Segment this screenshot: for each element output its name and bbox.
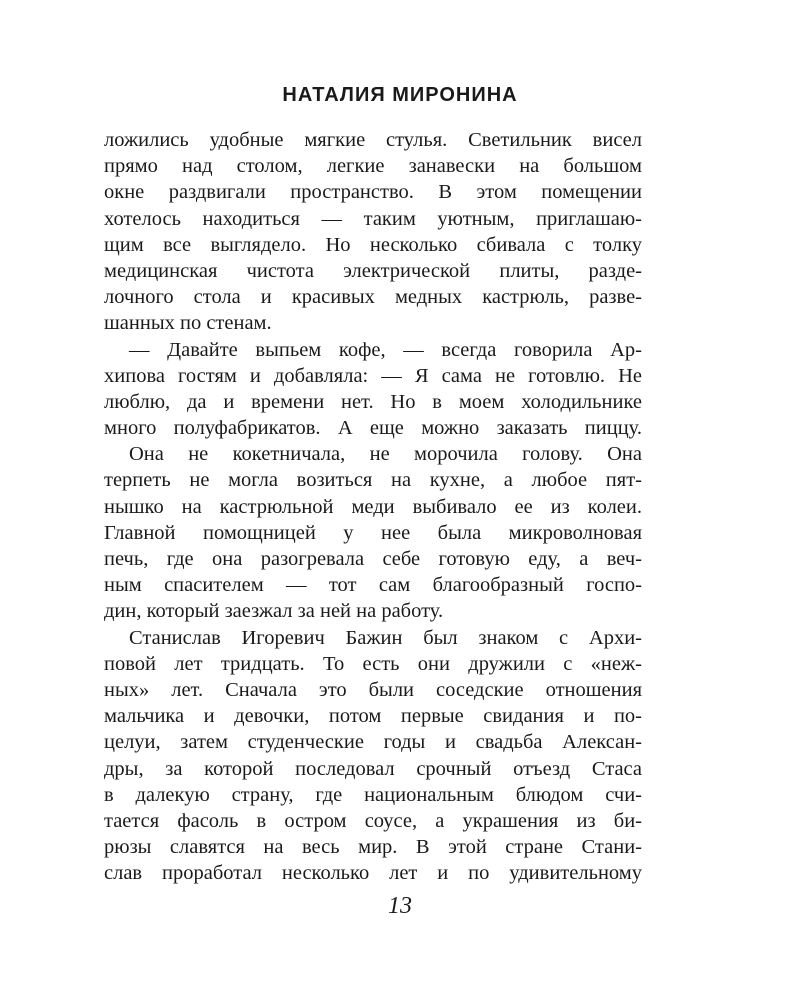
text-line: целуи, затем студенческие годы и свадьба Алексан- <box>104 731 642 754</box>
text-line: рюзы славятся на весь мир. В этой стране Стани- <box>104 836 642 859</box>
text-line: щим все выглядело. Но несколько сбивала с толку <box>104 233 642 256</box>
text-line: ных» лет. Сначала это были соседские отношения <box>104 678 642 701</box>
text-line: печь, где она разогревала себе готовую еду, а веч- <box>104 548 642 570</box>
text-line: — Давайте выпьем кофе, — всегда говорила Ар- <box>129 338 642 361</box>
body-text <box>104 127 642 886</box>
text-line: в далекую страну, где национальным блюдом счи- <box>104 783 642 806</box>
text-line: люблю, да и времени нет. Но в моем холодильнике <box>104 390 642 413</box>
text-line: много полуфабрикатов. А еще можно заказать пиццу. <box>104 417 642 440</box>
running-head: НАТАЛИЯ МИРОНИНА <box>282 84 518 106</box>
text-line: повой лет тридцать. То есть они дружили с «неж- <box>104 652 642 675</box>
text-line: Станислав Игоревич Бажин был знаком с Архи- <box>129 626 642 649</box>
text-line: медицинская чистота электрической плиты, разде- <box>104 259 642 282</box>
text-line: ным спасителем — тот сам благообразный госпо- <box>104 574 642 597</box>
text-line: шанных по стенам. <box>104 312 272 335</box>
text-line: дин, который заезжал за ней на работу. <box>104 600 444 623</box>
text-line: слав проработал несколько лет и по удивительному <box>104 862 642 885</box>
text-line: терпеть не могла возиться на кухне, а любое пят- <box>104 469 642 492</box>
text-line: хипова гостям и добавляла: — Я сама не готовлю. Не <box>104 364 642 387</box>
text-line: прямо над столом, легкие занавески на большом <box>104 155 642 178</box>
text-line: лочного стола и красивых медных кастрюль, разве- <box>104 286 642 309</box>
text-line: мальчика и девочки, потом первые свидания и по- <box>104 705 642 728</box>
text-line: нышко на кастрюльной меди выбивало ее из колеи. <box>104 495 642 518</box>
text-line: тается фасоль в остром соусе, а украшения из би- <box>104 809 642 832</box>
text-line: хотелось находиться — таким уютным, приглашаю- <box>104 207 642 230</box>
text-line: Она не кокетничала, не морочила голову. Она <box>129 443 642 466</box>
text-line: дры, за которой последовал срочный отъезд Стаса <box>104 757 642 780</box>
text-line: Главной помощницей у нее была микроволновая <box>104 521 642 544</box>
text-line: окне раздвигали пространство. В этом помещении <box>104 181 642 204</box>
text-line: ложились удобные мягкие стулья. Светильник висел <box>104 129 642 151</box>
page-number: 13 <box>388 893 412 919</box>
